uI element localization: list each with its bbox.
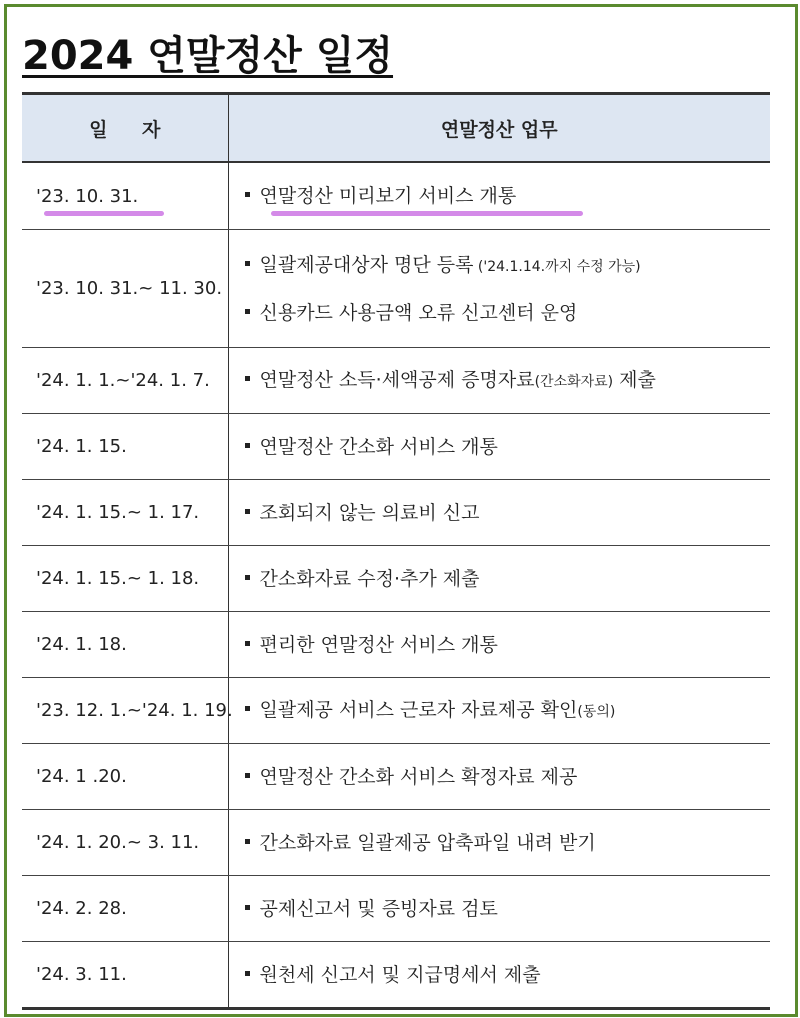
table-row <box>22 876 770 942</box>
task-text: 연말정산 간소화 서비스 개통 <box>259 435 498 458</box>
task-column-header: 연말정산 업무 <box>228 94 770 163</box>
date-cell <box>22 942 228 1009</box>
task-item <box>245 962 541 988</box>
date-cell <box>22 876 228 942</box>
date-cell <box>22 162 228 230</box>
task-cell <box>228 348 770 414</box>
task-cell <box>228 876 770 942</box>
task-text: 연말정산 소득·세액공제 증명자료 <box>259 368 535 391</box>
task-text: 조회되지 않는 의료비 신고 <box>259 501 480 524</box>
task-item <box>245 697 616 725</box>
schedule-table <box>22 92 770 1010</box>
date-column-header: 일 자 <box>22 94 228 163</box>
task-item <box>245 764 578 790</box>
date-text: '23. 12. 1.~'24. 1. 19. <box>36 700 233 721</box>
page-title: 2024 연말정산 일정 <box>22 33 394 79</box>
task-item <box>245 566 480 592</box>
bullet-icon <box>245 641 250 646</box>
bullet-icon <box>245 706 250 711</box>
highlight-underline <box>44 211 164 216</box>
task-cell <box>228 162 770 230</box>
task-note: (동의) <box>577 703 616 720</box>
table-row <box>22 942 770 1009</box>
task-cell <box>228 546 770 612</box>
task-cell <box>228 612 770 678</box>
task-text: 연말정산 간소화 서비스 확정자료 제공 <box>259 765 578 788</box>
bullet-icon <box>245 575 250 580</box>
task-cell <box>228 414 770 480</box>
task-cell <box>228 810 770 876</box>
bullet-icon <box>245 376 250 381</box>
bullet-icon <box>245 773 250 778</box>
task-text: 일괄제공 서비스 근로자 자료제공 확인 <box>259 698 578 721</box>
task-item <box>245 896 498 922</box>
task-cell <box>228 942 770 1009</box>
date-text: '24. 1. 1.~'24. 1. 7. <box>36 370 210 391</box>
table-header-row <box>22 94 770 163</box>
task-cell <box>228 480 770 546</box>
task-item <box>245 367 656 395</box>
task-cell <box>228 230 770 348</box>
date-text: '24. 3. 11. <box>36 964 127 985</box>
task-text: 간소화자료 수정·추가 제출 <box>259 567 480 590</box>
task-cell <box>228 678 770 744</box>
date-text: '24. 1. 15. <box>36 436 127 457</box>
task-item <box>245 500 480 526</box>
task-item <box>245 252 641 280</box>
highlight-underline <box>271 211 583 216</box>
task-text: 원천세 신고서 및 지급명세서 제출 <box>259 963 541 986</box>
table-row <box>22 480 770 546</box>
task-item <box>245 632 498 658</box>
bullet-icon <box>245 905 250 910</box>
date-cell <box>22 230 228 348</box>
date-cell <box>22 546 228 612</box>
bullet-icon <box>245 971 250 976</box>
task-note: (간소화자료) <box>534 373 614 390</box>
task-cell <box>228 744 770 810</box>
bullet-icon <box>245 839 250 844</box>
task-item <box>245 830 596 856</box>
date-cell <box>22 348 228 414</box>
table-row <box>22 414 770 480</box>
date-cell <box>22 414 228 480</box>
table-row <box>22 348 770 414</box>
table-row <box>22 162 770 230</box>
bullet-icon <box>245 309 250 314</box>
bullet-icon <box>245 443 250 448</box>
date-cell <box>22 678 233 744</box>
task-text: 일괄제공대상자 명단 등록 <box>259 253 474 276</box>
task-text: 간소화자료 일괄제공 압축파일 내려 받기 <box>259 831 596 854</box>
date-text: '23. 10. 31.~ 11. 30. <box>36 278 223 299</box>
date-cell <box>22 744 228 810</box>
date-text: '24. 1. 15.~ 1. 18. <box>36 568 200 589</box>
date-cell <box>22 810 228 876</box>
table-row <box>22 744 770 810</box>
table-row <box>22 546 770 612</box>
date-text: '24. 1 .20. <box>36 766 127 787</box>
date-text: '24. 2. 28. <box>36 898 127 919</box>
task-note: ('24.1.14.까지 수정 가능) <box>473 258 641 275</box>
date-text: '24. 1. 15.~ 1. 17. <box>36 502 200 523</box>
bullet-icon <box>245 509 250 514</box>
table-row <box>22 230 770 348</box>
table-row <box>22 810 770 876</box>
date-cell <box>22 612 228 678</box>
task-item <box>245 300 641 326</box>
date-text: '23. 10. 31. <box>36 185 139 207</box>
task-text: 편리한 연말정산 서비스 개통 <box>259 633 498 656</box>
bullet-icon <box>245 261 250 266</box>
task-text: 공제신고서 및 증빙자료 검토 <box>259 897 498 920</box>
task-item <box>245 183 517 209</box>
task-text: 연말정산 미리보기 서비스 개통 <box>259 185 517 207</box>
bullet-icon <box>245 192 250 197</box>
date-text: '24. 1. 18. <box>36 634 127 655</box>
task-item <box>245 434 498 460</box>
date-text: '24. 1. 20.~ 3. 11. <box>36 832 200 853</box>
table-row <box>22 612 770 678</box>
date-cell <box>22 480 228 546</box>
table-row <box>22 678 770 744</box>
task-text: 신용카드 사용금액 오류 신고센터 운영 <box>259 301 578 324</box>
task-text-tail: 제출 <box>613 368 656 391</box>
